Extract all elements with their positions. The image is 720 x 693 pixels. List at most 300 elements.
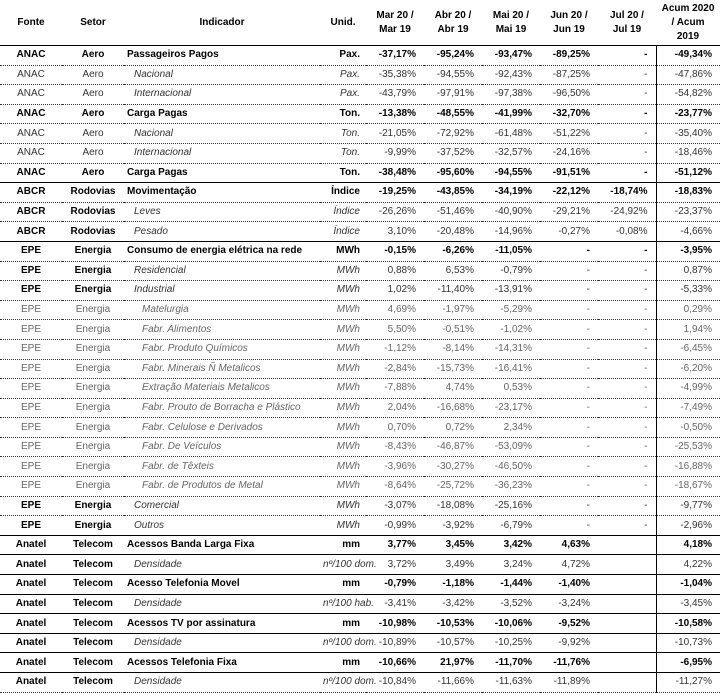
cell-mar: -1,12% (366, 339, 424, 359)
cell-mai: -36,23% (482, 477, 540, 497)
cell-jun: - (540, 437, 598, 457)
cell-setor: Aero (62, 85, 124, 105)
cell-mai: -46,50% (482, 457, 540, 477)
cell-mar: -10,84% (366, 673, 424, 693)
cell-unid: Pax. (320, 85, 366, 105)
cell-jul: - (598, 143, 656, 163)
cell-acum: 0,29% (656, 300, 720, 320)
cell-jul: - (598, 65, 656, 85)
cell-mar: -3,96% (366, 457, 424, 477)
cell-mar: -35,38% (366, 65, 424, 85)
table-row (0, 496, 720, 516)
cell-fonte: Anatel (0, 594, 62, 614)
cell-jun: - (540, 359, 598, 379)
cell-indicador: Residencial (124, 261, 320, 281)
cell-acum: -35,40% (656, 124, 720, 144)
cell-indicador: Densidade (124, 594, 320, 614)
cell-abr: -3,42% (424, 594, 482, 614)
cell-indicador: Leves (124, 202, 320, 222)
cell-abr: -10,57% (424, 633, 482, 653)
cell-abr: -11,40% (424, 281, 482, 301)
cell-unid: Ton. (320, 163, 366, 183)
header-mar (366, 0, 424, 46)
cell-abr: -20,48% (424, 222, 482, 242)
header-acum (656, 0, 720, 46)
table-row (0, 418, 720, 438)
table-row (0, 594, 720, 614)
cell-jun: -0,27% (540, 222, 598, 242)
cell-setor: Aero (62, 46, 124, 66)
cell-mar: -0,15% (366, 241, 424, 261)
cell-fonte: Anatel (0, 673, 62, 693)
cell-indicador: Nacional (124, 65, 320, 85)
cell-acum: -10,73% (656, 633, 720, 653)
cell-setor: Energia (62, 457, 124, 477)
cell-unid: MWh (320, 241, 366, 261)
cell-setor: Telecom (62, 614, 124, 634)
table-row (0, 241, 720, 261)
cell-indicador: Densidade (124, 633, 320, 653)
cell-fonte: EPE (0, 516, 62, 536)
cell-fonte: EPE (0, 437, 62, 457)
cell-jun: -91,51% (540, 163, 598, 183)
cell-jun: -9,92% (540, 633, 598, 653)
table-row (0, 261, 720, 281)
cell-mar: 4,69% (366, 300, 424, 320)
table-row (0, 300, 720, 320)
cell-indicador: Passageiros Pagos (124, 46, 320, 66)
cell-abr: -25,72% (424, 477, 482, 497)
cell-abr: -0,51% (424, 320, 482, 340)
header-acum-line1: Acum 2020 (661, 2, 715, 14)
cell-unid: Índice (320, 183, 366, 203)
cell-mai: 3,24% (482, 555, 540, 575)
cell-unid: MWh (320, 496, 366, 516)
table-row (0, 555, 720, 575)
header-jul-line1: Jul 20 / (610, 9, 644, 21)
cell-indicador: Densidade (124, 555, 320, 575)
cell-fonte: ANAC (0, 163, 62, 183)
cell-fonte: EPE (0, 496, 62, 516)
cell-acum: -5,33% (656, 281, 720, 301)
cell-acum: 4,22% (656, 555, 720, 575)
cell-mai: -13,91% (482, 281, 540, 301)
header-acum-line3: 2019 (676, 30, 700, 42)
cell-jul: - (598, 281, 656, 301)
cell-acum: -6,95% (656, 653, 720, 673)
cell-setor: Energia (62, 300, 124, 320)
cell-abr: -1,18% (424, 575, 482, 595)
cell-unid: Pax. (320, 46, 366, 66)
cell-fonte: ANAC (0, 46, 62, 66)
cell-abr: -97,91% (424, 85, 482, 105)
cell-mar: -10,66% (366, 653, 424, 673)
header-jul-line2: Jul 19 (612, 23, 642, 35)
table-row (0, 339, 720, 359)
cell-mar: -10,98% (366, 614, 424, 634)
cell-jul (598, 633, 656, 653)
cell-mai: -1,44% (482, 575, 540, 595)
cell-mai: -34,19% (482, 183, 540, 203)
cell-abr: -51,46% (424, 202, 482, 222)
cell-unid: nº/100 dom. (320, 633, 366, 653)
cell-acum: -4,66% (656, 222, 720, 242)
cell-acum: 1,94% (656, 320, 720, 340)
cell-unid: nº/100 hab. (320, 594, 366, 614)
cell-jun: - (540, 496, 598, 516)
cell-mai: -11,05% (482, 241, 540, 261)
cell-indicador: Carga Pagas (124, 104, 320, 124)
cell-setor: Aero (62, 65, 124, 85)
cell-indicador: Internacional (124, 85, 320, 105)
table-row (0, 516, 720, 536)
cell-abr: -95,60% (424, 163, 482, 183)
cell-mar: -21,05% (366, 124, 424, 144)
cell-indicador: Acesso Telefonia Movel (124, 575, 320, 595)
cell-unid: mm (320, 535, 366, 555)
cell-abr: -6,26% (424, 241, 482, 261)
cell-mai: -1,02% (482, 320, 540, 340)
cell-unid: Ton. (320, 143, 366, 163)
cell-jun: -22,12% (540, 183, 598, 203)
table-row (0, 437, 720, 457)
cell-mai: 0,53% (482, 379, 540, 399)
cell-setor: Telecom (62, 633, 124, 653)
cell-acum: -3,95% (656, 241, 720, 261)
cell-setor: Energia (62, 496, 124, 516)
header-jul (598, 0, 656, 46)
cell-fonte: EPE (0, 300, 62, 320)
cell-unid: MWh (320, 320, 366, 340)
cell-mai: -41,99% (482, 104, 540, 124)
cell-setor: Energia (62, 241, 124, 261)
cell-jun: -51,22% (540, 124, 598, 144)
cell-jul: -0,08% (598, 222, 656, 242)
cell-fonte: ANAC (0, 65, 62, 85)
cell-fonte: EPE (0, 457, 62, 477)
cell-mai: -0,79% (482, 261, 540, 281)
cell-indicador: Carga Pagas (124, 163, 320, 183)
cell-indicador: Consumo de energia elétrica na rede (124, 241, 320, 261)
table-row (0, 535, 720, 555)
cell-setor: Aero (62, 143, 124, 163)
cell-abr: -72,92% (424, 124, 482, 144)
cell-jul: - (598, 124, 656, 144)
cell-indicador: Fabr. Produto Químicos (124, 339, 320, 359)
header-mai-line1: Mai 20 / (492, 9, 530, 21)
cell-indicador: Matelurgia (124, 300, 320, 320)
cell-jun: - (540, 379, 598, 399)
cell-setor: Energia (62, 261, 124, 281)
table-row (0, 124, 720, 144)
cell-fonte: EPE (0, 477, 62, 497)
cell-fonte: EPE (0, 339, 62, 359)
cell-abr: -1,97% (424, 300, 482, 320)
cell-mai: -93,47% (482, 46, 540, 66)
cell-abr: -46,87% (424, 437, 482, 457)
cell-abr: -8,14% (424, 339, 482, 359)
cell-indicador: Fabr. Minerais Ñ Metalicos (124, 359, 320, 379)
table-row (0, 457, 720, 477)
cell-indicador: Acessos Banda Larga Fixa (124, 535, 320, 555)
cell-mar: 3,77% (366, 535, 424, 555)
cell-jul: - (598, 516, 656, 536)
cell-setor: Energia (62, 437, 124, 457)
cell-unid: nº/100 dom. (320, 555, 366, 575)
cell-fonte: ABCR (0, 202, 62, 222)
cell-abr: -95,24% (424, 46, 482, 66)
cell-unid: MWh (320, 477, 366, 497)
cell-fonte: EPE (0, 359, 62, 379)
cell-jun: - (540, 281, 598, 301)
cell-mar: -37,17% (366, 46, 424, 66)
cell-unid: mm (320, 575, 366, 595)
table-row (0, 398, 720, 418)
cell-acum: -7,49% (656, 398, 720, 418)
cell-mar: 0,70% (366, 418, 424, 438)
cell-indicador: Acessos Telefonia Fixa (124, 653, 320, 673)
cell-setor: Telecom (62, 575, 124, 595)
cell-jul (598, 555, 656, 575)
cell-indicador: Extração Materiais Metalicos (124, 379, 320, 399)
header-mar-line2: Mar 19 (379, 23, 411, 35)
cell-abr: 3,45% (424, 535, 482, 555)
cell-unid: mm (320, 653, 366, 673)
cell-fonte: ANAC (0, 143, 62, 163)
cell-unid: Ton. (320, 124, 366, 144)
cell-fonte: Anatel (0, 633, 62, 653)
header-abr (424, 0, 482, 46)
cell-indicador: Movimentação (124, 183, 320, 203)
cell-setor: Telecom (62, 653, 124, 673)
header-row (0, 0, 720, 46)
header-mar-line1: Mar 20 / (376, 9, 414, 21)
cell-mai: -6,79% (482, 516, 540, 536)
cell-fonte: EPE (0, 320, 62, 340)
cell-jun: - (540, 418, 598, 438)
cell-fonte: EPE (0, 281, 62, 301)
cell-jun: -11,76% (540, 653, 598, 673)
cell-unid: MWh (320, 418, 366, 438)
cell-jul: - (598, 477, 656, 497)
table-row (0, 143, 720, 163)
header-fonte: Fonte (0, 0, 62, 46)
cell-setor: Energia (62, 281, 124, 301)
cell-jun: -24,16% (540, 143, 598, 163)
cell-indicador: Nacional (124, 124, 320, 144)
cell-acum: -10,58% (656, 614, 720, 634)
cell-setor: Energia (62, 339, 124, 359)
cell-indicador: Industrial (124, 281, 320, 301)
cell-mar: -19,25% (366, 183, 424, 203)
cell-fonte: Anatel (0, 614, 62, 634)
table-row (0, 379, 720, 399)
cell-mai: -32,57% (482, 143, 540, 163)
cell-fonte: ABCR (0, 183, 62, 203)
cell-jun: - (540, 457, 598, 477)
cell-indicador: Pesado (124, 222, 320, 242)
table-row (0, 281, 720, 301)
table-row (0, 46, 720, 66)
cell-acum: 0,87% (656, 261, 720, 281)
cell-unid: Pax. (320, 65, 366, 85)
cell-acum: -9,77% (656, 496, 720, 516)
cell-unid: mm (320, 614, 366, 634)
cell-setor: Energia (62, 398, 124, 418)
cell-mar: -43,79% (366, 85, 424, 105)
cell-acum: -51,12% (656, 163, 720, 183)
cell-indicador: Outros (124, 516, 320, 536)
cell-setor: Energia (62, 320, 124, 340)
header-abr-line1: Abr 20 / (434, 9, 472, 21)
cell-jul: -18,74% (598, 183, 656, 203)
cell-mar: 5,50% (366, 320, 424, 340)
cell-jul: -24,92% (598, 202, 656, 222)
cell-acum: 4,18% (656, 535, 720, 555)
cell-setor: Energia (62, 477, 124, 497)
cell-jul: - (598, 339, 656, 359)
cell-fonte: Anatel (0, 535, 62, 555)
cell-fonte: EPE (0, 261, 62, 281)
cell-unid: MWh (320, 398, 366, 418)
cell-jul (598, 653, 656, 673)
cell-abr: -37,52% (424, 143, 482, 163)
cell-acum: -25,53% (656, 437, 720, 457)
cell-jun: - (540, 300, 598, 320)
header-mai (482, 0, 540, 46)
cell-mai: -92,43% (482, 65, 540, 85)
cell-acum: -47,86% (656, 65, 720, 85)
cell-mai: -40,90% (482, 202, 540, 222)
cell-mai: -11,63% (482, 673, 540, 693)
cell-jul: - (598, 241, 656, 261)
cell-mar: -3,41% (366, 594, 424, 614)
cell-acum: -1,04% (656, 575, 720, 595)
cell-setor: Rodovias (62, 202, 124, 222)
cell-setor: Energia (62, 379, 124, 399)
cell-mar: -2,84% (366, 359, 424, 379)
cell-abr: -10,53% (424, 614, 482, 634)
cell-unid: MWh (320, 359, 366, 379)
cell-acum: -23,77% (656, 104, 720, 124)
cell-acum: -6,45% (656, 339, 720, 359)
cell-indicador: Fabr. Celulose e Derivados (124, 418, 320, 438)
cell-abr: -11,66% (424, 673, 482, 693)
table-row (0, 477, 720, 497)
cell-acum: -6,20% (656, 359, 720, 379)
cell-jun: - (540, 339, 598, 359)
cell-acum: -3,45% (656, 594, 720, 614)
cell-jul: - (598, 300, 656, 320)
cell-acum: -49,34% (656, 46, 720, 66)
cell-acum: -18,46% (656, 143, 720, 163)
cell-mar: -26,26% (366, 202, 424, 222)
cell-jun: - (540, 477, 598, 497)
cell-fonte: ANAC (0, 124, 62, 144)
cell-acum: -23,37% (656, 202, 720, 222)
cell-jul: - (598, 398, 656, 418)
cell-indicador: Acessos TV por assinatura (124, 614, 320, 634)
cell-mai: -11,70% (482, 653, 540, 673)
table-row (0, 320, 720, 340)
cell-mar: -7,88% (366, 379, 424, 399)
table-row (0, 673, 720, 693)
cell-jun: - (540, 320, 598, 340)
cell-abr: 4,74% (424, 379, 482, 399)
cell-jul (598, 594, 656, 614)
table-row (0, 359, 720, 379)
header-jun (540, 0, 598, 46)
cell-mar: -9,99% (366, 143, 424, 163)
cell-jul: - (598, 261, 656, 281)
cell-fonte: Anatel (0, 555, 62, 575)
cell-acum: -16,88% (656, 457, 720, 477)
cell-unid: Índice (320, 202, 366, 222)
cell-unid: MWh (320, 516, 366, 536)
header-jun-line1: Jun 20 / (550, 9, 588, 21)
cell-jul: - (598, 457, 656, 477)
table-row (0, 614, 720, 634)
cell-unid: MWh (320, 339, 366, 359)
table-row (0, 104, 720, 124)
cell-setor: Energia (62, 418, 124, 438)
cell-mar: -0,99% (366, 516, 424, 536)
cell-mar: -38,48% (366, 163, 424, 183)
cell-mai: -10,06% (482, 614, 540, 634)
cell-setor: Aero (62, 104, 124, 124)
cell-indicador: Internacional (124, 143, 320, 163)
cell-setor: Telecom (62, 535, 124, 555)
cell-setor: Rodovias (62, 183, 124, 203)
cell-setor: Telecom (62, 594, 124, 614)
cell-acum: -18,67% (656, 477, 720, 497)
cell-abr: -3,92% (424, 516, 482, 536)
cell-indicador: Fabr. De Veículos (124, 437, 320, 457)
cell-abr: -18,08% (424, 496, 482, 516)
cell-acum: -0,50% (656, 418, 720, 438)
cell-mai: -94,55% (482, 163, 540, 183)
cell-mar: -8,43% (366, 437, 424, 457)
cell-setor: Aero (62, 124, 124, 144)
cell-abr: 0,72% (424, 418, 482, 438)
cell-acum: -4,99% (656, 379, 720, 399)
cell-mai: -97,38% (482, 85, 540, 105)
header-mai-line2: Mai 19 (495, 23, 527, 35)
cell-mai: 2,34% (482, 418, 540, 438)
table-row (0, 222, 720, 242)
cell-abr: -15,73% (424, 359, 482, 379)
cell-acum: -11,27% (656, 673, 720, 693)
cell-jun: - (540, 241, 598, 261)
cell-mar: 0,88% (366, 261, 424, 281)
header-indicador: Indicador (124, 0, 320, 46)
cell-jul: - (598, 46, 656, 66)
cell-jul (598, 575, 656, 595)
cell-mai: -14,31% (482, 339, 540, 359)
cell-mai: 3,42% (482, 535, 540, 555)
cell-mai: -10,25% (482, 633, 540, 653)
cell-mar: -3,07% (366, 496, 424, 516)
cell-jul: - (598, 163, 656, 183)
cell-jul (598, 614, 656, 634)
cell-unid: MWh (320, 457, 366, 477)
cell-fonte: EPE (0, 398, 62, 418)
cell-jul: - (598, 437, 656, 457)
table-row (0, 163, 720, 183)
cell-mar: -10,89% (366, 633, 424, 653)
cell-jul: - (598, 496, 656, 516)
cell-mai: -53,09% (482, 437, 540, 457)
